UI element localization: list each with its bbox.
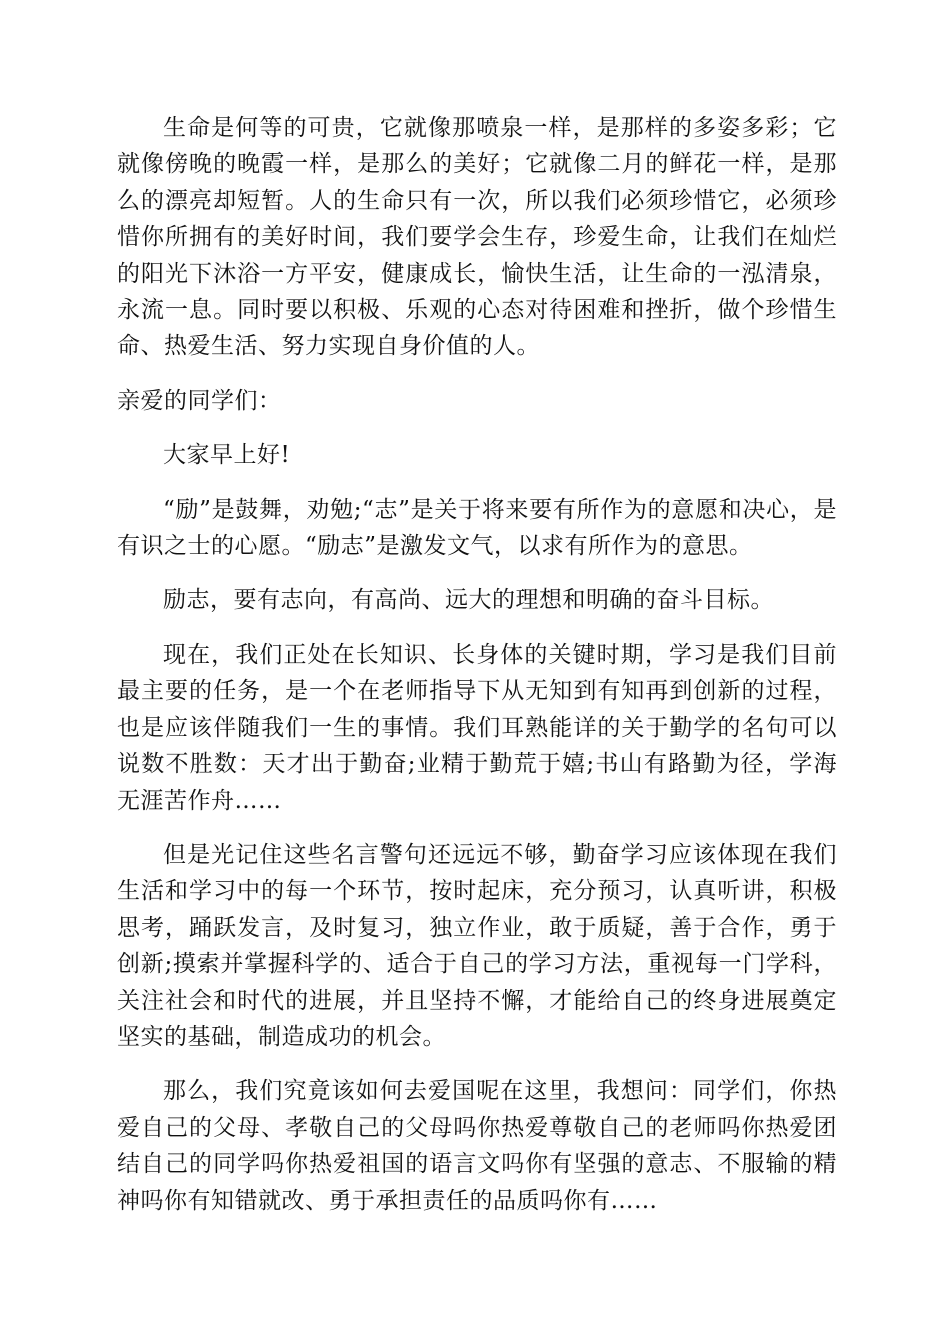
paragraph-study-period: 现在，我们正处在长知识、长身体的关键时期，学习是我们目前最主要的任务，是一个在老师指导下从无知到有知再到创新的过程，也是应该伴随我们一生的事情。我们耳熟能详的关于勤学的名句可以说数不胜数：天才出于勤奋;业精于勤荒于嬉;书山有路勤为径，学海无涯苦作舟…… [117,641,837,814]
greeting: 大家早上好! [163,442,291,469]
paragraph-lizhi-definition: “励”是鼓舞，劝勉;“志”是关于将来要有所作为的意愿和决心，是有识之士的心愿。“励志”是激发文气，以求有所作为的意思。 [117,496,837,560]
paragraph-ambition: 励志，要有志向，有高尚、远大的理想和明确的奋斗目标。 [163,587,774,614]
document-body [117,110,837,1219]
salutation: 亲爱的同学们： [117,387,282,414]
paragraph-patriotism: 那么，我们究竟该如何去爱国呢在这里，我想问：同学们，你热爱自己的父母、孝敬自己的父母吗你热爱尊敬自己的老师吗你热爱团结自己的同学吗你热爱祖国的语言文吗你有坚强的意志、不服输的精神吗你有知错就改、勇于承担责任的品质吗你有…… [117,1078,837,1214]
paragraph-diligent-study: 但是光记住这些名言警句还远远不够，勤奋学习应该体现在我们生活和学习中的每一个环节，按时起床，充分预习，认真听讲，积极思考，踊跃发言，及时复习，独立作业，敢于质疑，善于合作，勇于创新;摸索并掌握科学的、适合于自己的学习方法，重视每一门学科，关注社会和时代的进展，并且坚持不懈，才能给自己的终身进展奠定坚实的基础，制造成功的机会。 [117,841,837,1050]
paragraph-cherish-life: 生命是何等的可贵，它就像那喷泉一样，是那样的多姿多彩；它就像傍晚的晚霞一样，是那么的美好；它就像二月的鲜花一样，是那么的漂亮却短暂。人的生命只有一次，所以我们必须珍惜它，必须珍惜你所拥有的美好时间，我们要学会生存，珍爱生命，让我们在灿烂的阳光下沐浴一方平安，健康成长，愉快生活，让生命的一泓清泉，永流一息。同时要以积极、乐观的心态对待困难和挫折，做个珍惜生命、热爱生活、努力实现自身价值的人。 [117,115,837,360]
